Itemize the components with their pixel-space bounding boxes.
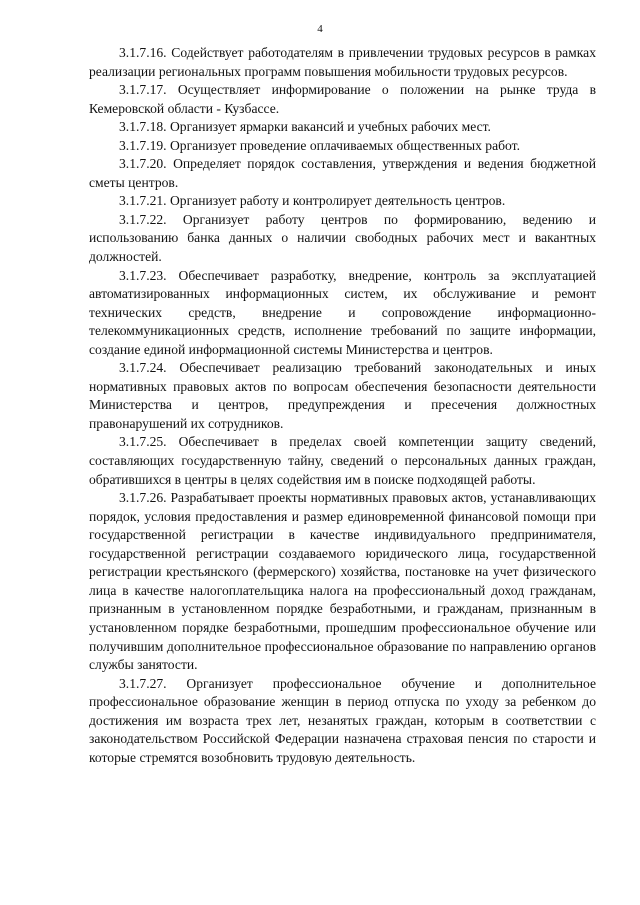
paragraph-3-1-7-25: 3.1.7.25. Обеспечивает в пределах своей компетенции защиту сведений, составляющих государственную тайну, сведений о персональных данных граждан, обратившихся в центры в целях содействия им в поиске подходящей работы. xyxy=(89,434,596,487)
paragraph-3-1-7-22: 3.1.7.22. Организует работу центров по формированию, ведению и использованию банка данных о наличии свободных рабочих мест и вакантных должностей. xyxy=(89,211,596,265)
paragraph-3-1-7-19: 3.1.7.19. Организует проведение оплачиваемых общественных работ. xyxy=(119,137,520,153)
page-number: 4 xyxy=(317,23,323,35)
paragraph-3-1-7-24: 3.1.7.24. Обеспечивает реализацию требований законодательных и иных нормативных правовых актов по вопросам обеспечения безопасности деятельности Министерства и центров, предупреждения и пресечения должностных правонарушений их сотрудников. xyxy=(89,360,596,431)
paragraph-3-1-7-23: 3.1.7.23. Обеспечивает разработку, внедрение, контроль за эксплуатацией автоматизированных информационных систем, их обслуживание и ремонт технических средств, внедрение и сопровождение информационно-телекоммуникационных средств, исполнение требований по защите информации, создание единой информационной системы Министерства и центров. xyxy=(89,267,596,357)
document-body xyxy=(89,44,596,767)
paragraph-3-1-7-21: 3.1.7.21. Организует работу и контролирует деятельность центров. xyxy=(119,193,506,209)
paragraph-3-1-7-17: 3.1.7.17. Осуществляет информирование о положении на рынке труда в Кемеровской области - Кузбассе. xyxy=(89,82,596,116)
paragraph-3-1-7-20: 3.1.7.20. Определяет порядок составления, утверждения и ведения бюджетной сметы центров. xyxy=(89,156,596,190)
paragraph-3-1-7-16: 3.1.7.16. Содействует работодателям в привлечении трудовых ресурсов в рамках реализации региональных программ повышения мобильности трудовых ресурсов. xyxy=(89,45,596,79)
paragraph-3-1-7-18: 3.1.7.18. Организует ярмарки вакансий и учебных рабочих мест. xyxy=(119,119,491,135)
paragraph-3-1-7-27: 3.1.7.27. Организует профессиональное обучение и дополнительное профессиональное образование женщин в период отпуска по уходу за ребенком до достижения им возраста трех лет, незанятых граждан, которым в соответствии с законодательством Российской Федерации назначена страховая пенсия по старости и которые стремятся возобновить трудовую деятельность. xyxy=(89,675,596,765)
paragraph-3-1-7-26: 3.1.7.26. Разрабатывает проекты нормативных правовых актов, устанавливающих порядок, условия предоставления и размер единовременной финансовой помощи при государственной регистрации в качестве индивидуального предпринимателя, государственной регистрации создаваемого юридического лица, государственной регистрации крестьянского (фермерского) хозяйства, постановке на учет физического лица в качестве налогоплательщика налога на профессиональный доход гражданам, признанным в установленном порядке безработными, и гражданам, признанным в установленном порядке безработными, прошедшим профессиональное обучение или получившим дополнительное профессиональное образование по направлению органов службы занятости. xyxy=(89,490,596,673)
